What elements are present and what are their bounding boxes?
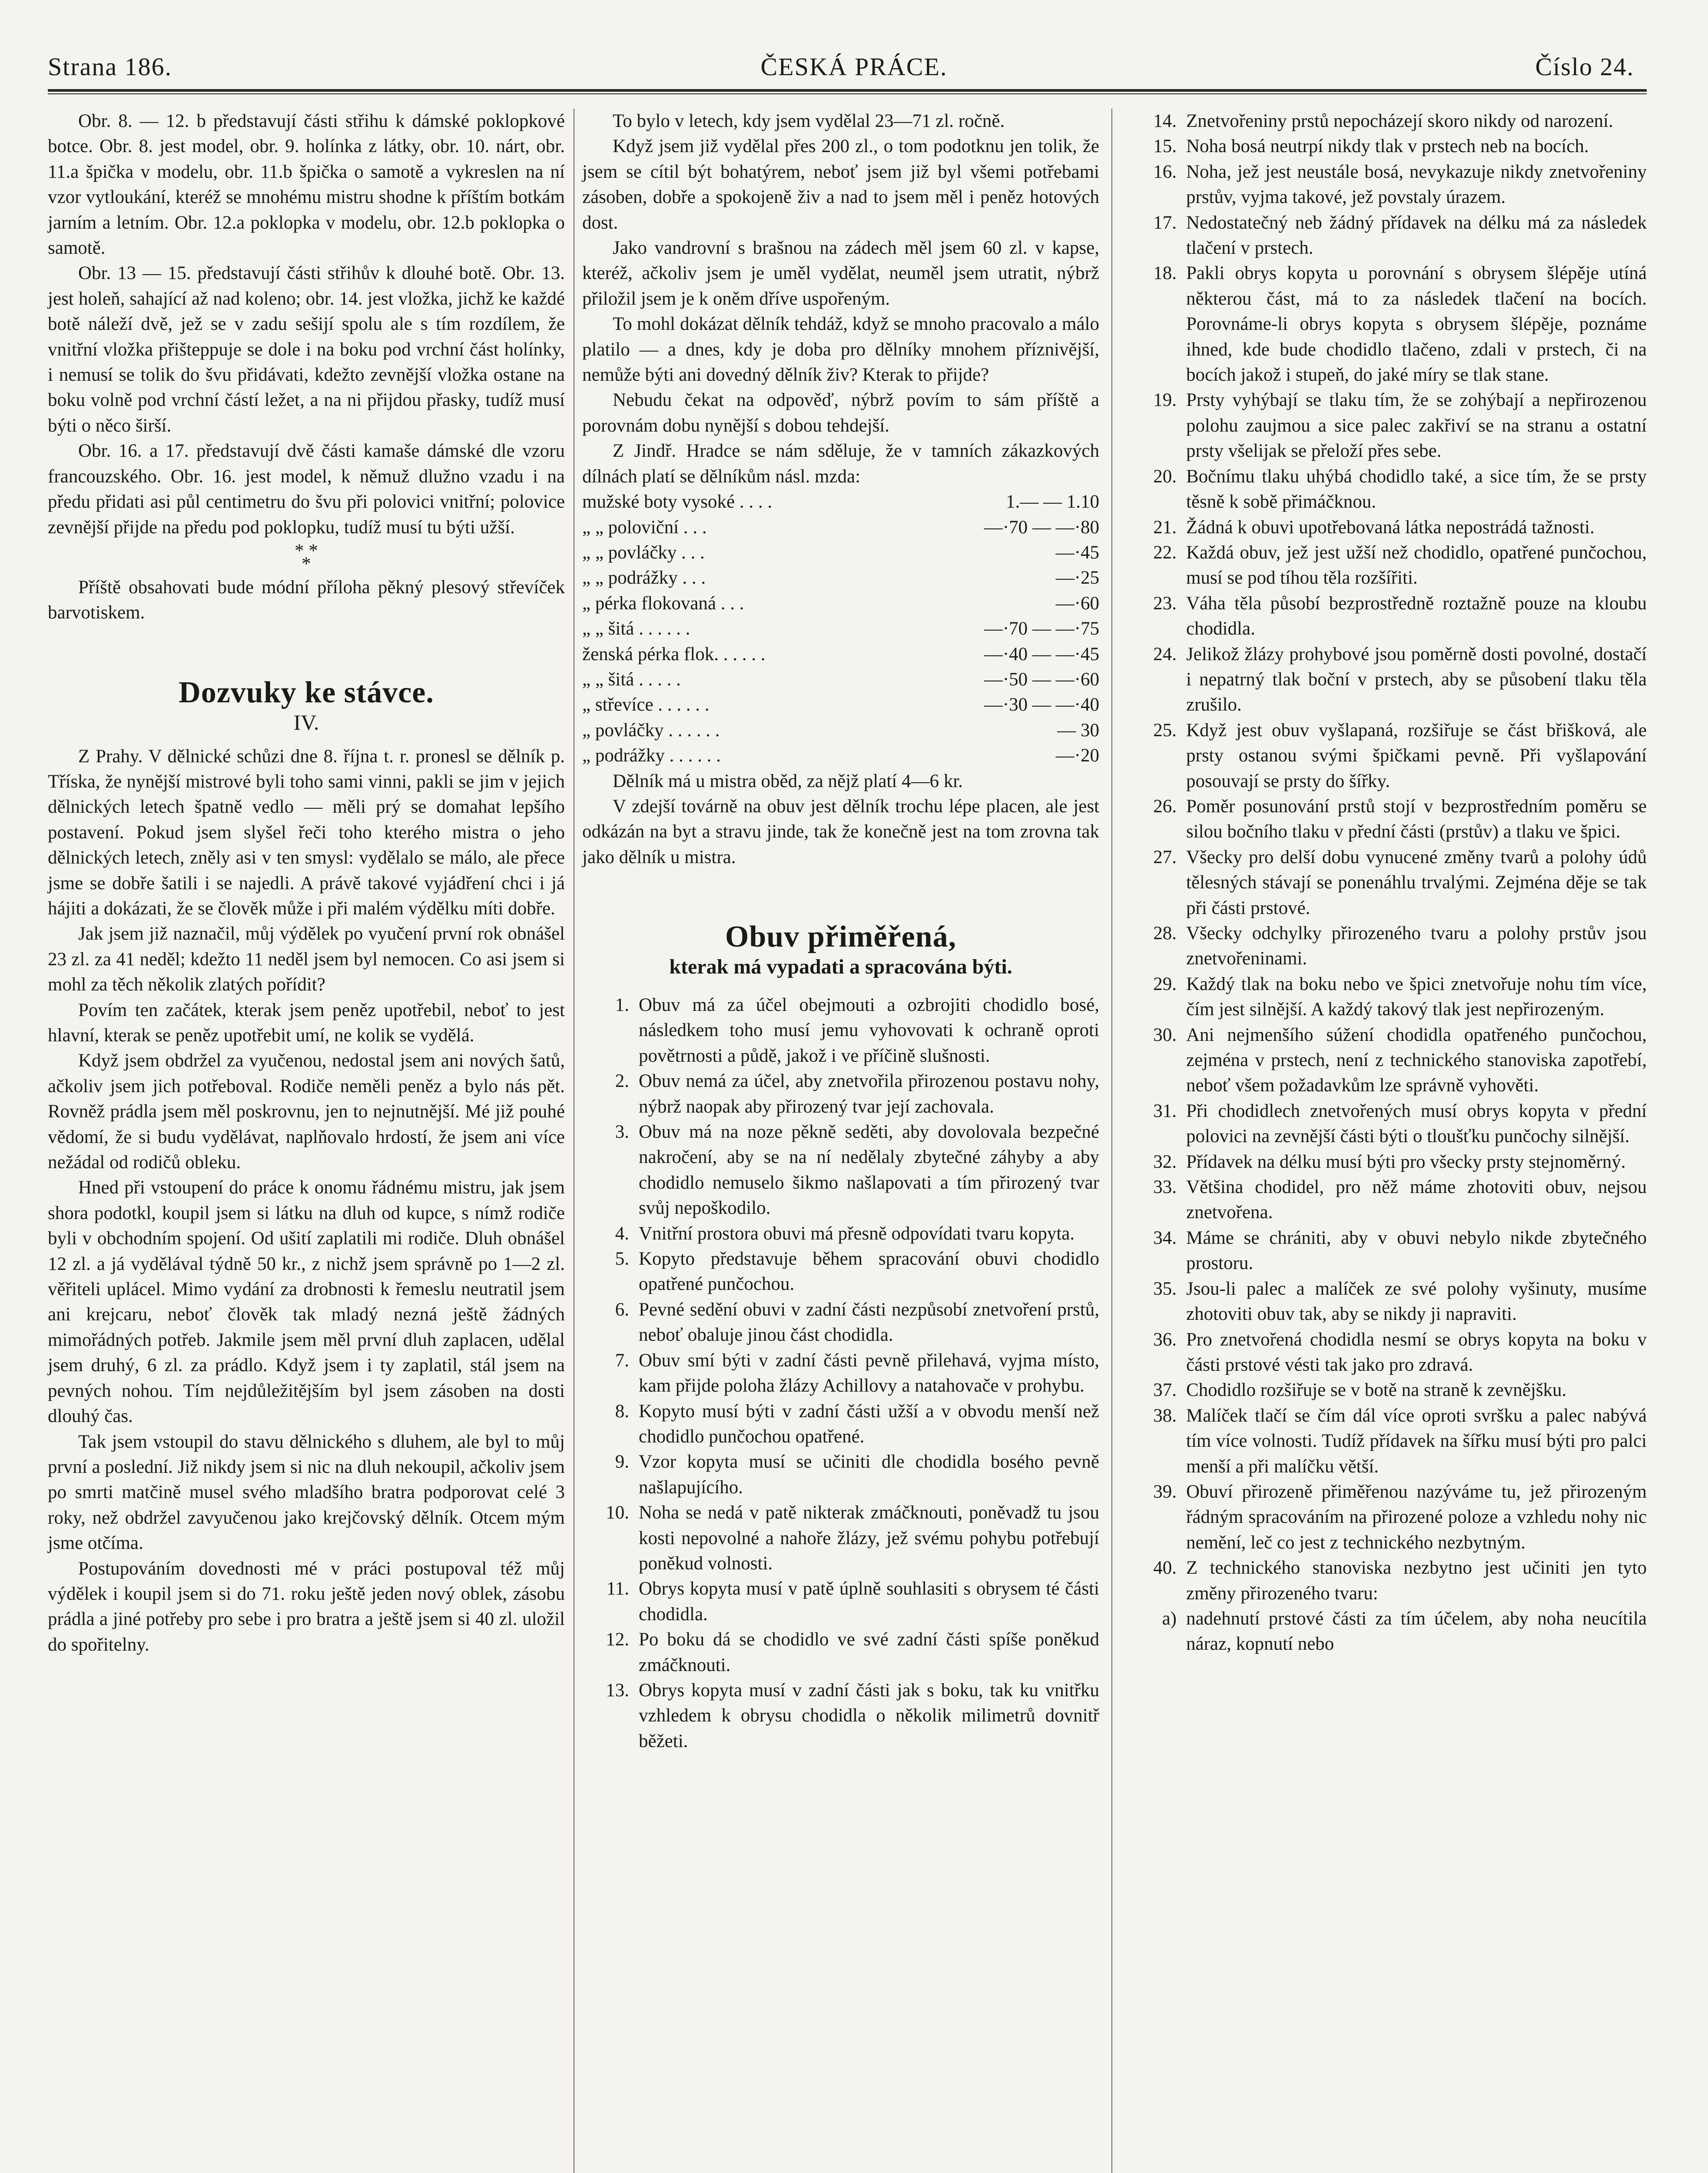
list-item: 36. Pro znetvořená chodidla nesmí se obrys kopyta na boku v části prstové vésti tak jako pro zdravá. [1153, 1329, 1647, 1375]
list-item: 21. Žádná k obuvi upotřebovaná látka nepostrádá tažnosti. [1153, 517, 1595, 538]
page-header [0, 0, 1708, 96]
list-item: 18. Pakli obrys kopyta u porovnání s obrysem šlépěje utíná některou část, má to za následek tlačení na bocích. Porovnáme-li obrys kopyta s obrysem šlépěje, poznáme ihned, kde bude chodidlo tlačeno, zdali v prstech, či na bocích jakož i stupeň, do jaké míry se tlak stane. [1153, 263, 1647, 385]
issue-number: Číslo 24. [1535, 53, 1634, 81]
page-number: Strana 186. [48, 53, 172, 81]
list-item: 37. Chodidlo rozšiřuje se v botě na straně k zevnějšku. [1153, 1380, 1567, 1401]
journal-title: ČESKÁ PRÁCE. [760, 53, 948, 81]
list-item: 26. Poměr posunování prstů stojí v bezprostředním poměru se silou bočního tlaku v přední části (prstův) a tlaku ve špici. [1153, 796, 1647, 842]
paragraph: Tak jsem vstoupil do stavu dělnického s dluhem, ale byl to můj první a poslední. Již nikdy jsem si nic na dluh nekoupil, ačkoliv jsem po smrti matčině musel svého mladšího bratra podporovat celé 3 roky, než obdržel zavyučenou jako krejčovský dělník. Otcem mým jsme otčíma. [48, 1431, 565, 1554]
article-subtitle: kterak má vypadati a spracována býti. [669, 955, 1012, 978]
paragraph: To mohl dokázat dělník tehdáž, když se mnoho pracovalo a málo platilo — a dnes, kdy je doba pro dělníky mnohem příznivější, nemůže býti ani dovedný dělník živ? Kterak to přijde? [582, 314, 1099, 385]
list-item: 13. Obrys kopyta musí v zadní části jak s boku, tak ku vnitřku vzhledem k obrysu chodidla o několik milimetrů dovnitř běžeti. [606, 1680, 1099, 1751]
wage-row: „ „ šitá . . . . . . —·70 — —·75 [582, 618, 1099, 639]
paragraph: V zdejší továrně na obuv jest dělník trochu lépe placen, ale jest odkázán na byt a stravu jinde, tak že konečně jest na tom zrovna tak jako dělník u mistra. [582, 796, 1099, 867]
wage-row: „ povláčky . . . . . . — 30 [582, 720, 1099, 741]
list-item: 35. Jsou-li palec a malíček ze své polohy vyšinuty, musíme zhotoviti obuv tak, aby se nikdy ji napraviti. [1153, 1278, 1647, 1325]
list-item: 11. Obrys kopyta musí v patě úplně souhlasiti s obrysem té části chodidla. [606, 1578, 1099, 1625]
paragraph: Nebudu čekat na odpověď, nýbrž povím to sám příště a porovnám dobu nynější s dobou tehdejší. [582, 390, 1099, 436]
wage-table [582, 489, 1099, 768]
paragraph: To bylo v letech, kdy jsem vydělal 23—71 zl. ročně. [613, 111, 1005, 131]
list-item: 33. Většina chodidel, pro něž máme zhotoviti obuv, nejsou znetvořena. [1153, 1177, 1647, 1223]
column-3 [1121, 109, 1647, 1657]
paragraph: Hned při vstoupení do práce k onomu řádnému mistru, jak jsem shora podotkl, koupil jsem si látku na dluh od kupce, s nímž rodiče byli v obchodním spojení. Od ušití zaplatili mi rodiče. Dluh obnášel 12 zl. a já vydělával týdně 50 kr., z nichž jsem správně po 1—2 zl. věřiteli uplácel. Mimo vydání za drobnosti k řemeslu neutratil jsem ani krejcaru, neboť člověk tak mladý nezná ještě žádných mimořádných potřeb. Jakmile jsem měl první dluh zaplacen, udělal jsem druhý, 6 zl. za prádlo. Když jsem i ty zaplatil, stál jsem na pevných nohou. Tím nejdůležitějším byl jsem zásoben na dosti dlouhý čas. [48, 1177, 565, 1427]
wage-row: „ „ podrážky . . . —·25 [582, 568, 1099, 588]
list-item: 22. Každá obuv, jež jest užší než chodidlo, opatřené punčochou, musí se pod tíhou těla rozšířiti. [1153, 542, 1647, 588]
list-item: 28. Všecky odchylky přirozeného tvaru a polohy prstův jsou znetvořeninami. [1153, 923, 1647, 969]
paragraph: Povím ten začátek, kterak jsem peněz upotřebil, neboť to jest hlavní, kterak se peněz upotřebit umí, ne kolik se vydělá. [48, 1000, 565, 1046]
wage-row: „ střevíce . . . . . . —·30 — —·40 [582, 694, 1099, 715]
list-item: 27. Všecky pro delší dobu vynucené změny tvarů a polohy údů tělesných stávají se ponenáhlu trvalými. Zejména děje se tak při části prstové. [1153, 847, 1647, 918]
wage-row: „ „ šitá . . . . . —·50 — —·60 [582, 669, 1099, 690]
article-title: Dozvuky ke stávce. [179, 675, 434, 709]
list-item: a) nadehnutí prstové části za tím účelem, aby noha neucítila náraz, kopnutí nebo [1162, 1608, 1647, 1655]
article-part: IV. [293, 710, 319, 735]
article-title: Obuv přiměřená, [725, 920, 957, 954]
list-item: 39. Obuví přirozeně přiměřenou nazýváme tu, jež přirozeným řádným spracováním na přirozené poloze a vzhledu nohy nic nemění, leč co jest z technického nezbytným. [1153, 1481, 1647, 1553]
list-item: 9. Vzor kopyta musí se učiniti dle chodidla bosého pevně našlapujícího. [615, 1452, 1099, 1498]
paragraph: Jak jsem již naznačil, můj výdělek po vyučení první rok obnášel 23 zl. za 41 neděl; kdežto 11 neděl jsem byl nemocen. Co asi jsem si mohl za těch několik zlatých pořídit? [48, 924, 565, 995]
list-item: 34. Máme se chrániti, aby v obuvi nebylo nikde zbytečného prostoru. [1153, 1227, 1647, 1274]
header-rule-thin [48, 93, 1647, 94]
list-item: 7. Obuv smí býti v zadní části pevně přilehavá, vyjma místo, kam přijde poloha žlázy Achillovy a natahovače v prohybu. [615, 1350, 1099, 1396]
wage-row: „ „ povláčky . . . —·45 [582, 542, 1099, 563]
list-item: 12. Po boku dá se chodidlo ve své zadní části spíše poněkud zmáčknouti. [606, 1629, 1099, 1675]
list-item: 2. Obuv nemá za účel, aby znetvořila přirozenou postavu nohy, nýbrž naopak aby přirozený tvar její zachovala. [615, 1071, 1099, 1117]
column-1 [48, 109, 565, 1658]
paragraph: Když jsem obdržel za vyučenou, nedostal jsem ani nových šatů, ačkoliv jsem jich potřeboval. Rodiče neměli peněz a bylo nás pět. Rovněž prádla jsem měl poskrovnu, jen to nejnutnější. Mé již pouhé vědomí, že si budu vydělávat, naplňovalo hrdostí, že jsem ani více nežádal od rodičů obleku. [48, 1050, 565, 1173]
paragraph: Z Prahy. V dělnické schůzi dne 8. října t. r. pronesl se dělník p. Tříska, že nynější mistrové byli toho sami vinni, pakli se jim v jejich dělnických letech špatně vedlo — měli prý se domahat lepšího postavení. Pokud jsem slyšel řeči toho kterého mistra o jeho dělnických letech, zněly asi v ten smysl: vydělalo se málo, ale přece jsme se dobře šatili i se najedli. A právě takové vyjádření chci i já hájiti a dokázati, že se člověk může i při malém výdělku míti dobře. [48, 746, 565, 919]
paragraph: Postupováním dovednosti mé v práci postupoval též můj výdělek i koupil jsem si do 71. roku ještě jeden nový oblek, zásobu prádla a jiné potřeby pro sebe i pro bratra a ještě jsem si 40 zl. uložil do spořitelny. [48, 1558, 565, 1655]
paragraph: Dělník má u mistra oběd, za nějž platí 4—6 kr. [613, 771, 963, 791]
list-item: 5. Kopyto představuje během spracování obuvi chodidlo opatřené punčochou. [615, 1249, 1099, 1295]
paragraph: Když jsem již vydělal přes 200 zl., o tom podotknu jen tolik, že jsem se cítil být bohatýrem, neboť jsem již byl všemi potřebami zásoben, dobře a spokojeně živ a nad to jsem měl i peněz hotových dost. [582, 136, 1099, 233]
paragraph: Jako vandrovní s brašnou na zádech měl jsem 60 zl. v kapse, kteréž, ačkoliv jsem je uměl vydělat, neuměl jsem utratit, nýbrž přiložil jsem je k oněm dříve uspořeným. [582, 238, 1099, 309]
list-item: 6. Pevné sedění obuvi v zadní části nezpůsobí znetvoření prstů, neboť obaluje jinou část chodidla. [615, 1299, 1099, 1346]
wage-row: „ „ poloviční . . . —·70 — —·80 [582, 517, 1099, 538]
list-item: 20. Bočnímu tlaku uhýbá chodidlo také, a sice tím, že se prsty těsně k sobě přimáčknou. [1153, 466, 1647, 512]
wage-row: „ pérka flokovaná . . . —·60 [582, 593, 1099, 614]
list-item: 31. Při chodidlech znetvořených musí obrys kopyta v přední polovici na zevnější části býti o tloušťku punčochy silnější. [1153, 1100, 1647, 1147]
list-item: 23. Váha těla působí bezprostředně roztažně pouze na kloubu chodidla. [1153, 593, 1647, 639]
wage-row: ženská pérka flok. . . . . . —·40 — —·45 [582, 644, 1099, 665]
list-item: 16. Noha, jež jest neustále bosá, nevykazuje nikdy znetvořeniny prstův, vyjma takové, jež povstaly úrazem. [1153, 161, 1647, 208]
list-item: 29. Každý tlak na boku nebo ve špici znetvořuje nohu tím více, čím jest silnější. A každý takový tlak jest nepřirozeným. [1153, 974, 1647, 1020]
list-item: 38. Malíček tlačí se čím dál více oproti svršku a palec nabývá tím více volnosti. Tudíž přídavek na šířku musí býti pro palci menší a při malíčku větší. [1153, 1405, 1647, 1477]
list-item: 17. Nedostatečný neb žádný přídavek na délku má za následek tlačení v prstech. [1153, 212, 1647, 259]
list-item: 3. Obuv má na noze pěkně seděti, aby dovolovala bezpečné nakročení, aby se na ní nedělaly zbytečné záhyby a aby chodidlo nemuselo šikmo našlapovati a tím přirozený tvar svůj nepoškodilo. [615, 1122, 1099, 1219]
list-item: 30. Ani nejmenšího súžení chodidla opatřeného punčochou, zejména v prstech, není z technického stanoviska zapotřebí, neboť všem požadavkům lze správně vyhověti. [1153, 1024, 1647, 1096]
figure-caption: Obr. 8. — 12. b představují části střihu k dámské poklopkové botce. Obr. 8. jest model, obr. 9. holínka z látky, obr. 10. nárt, obr. 11.a špička v modelu, obr. 11.b špička o samotě a vykreslen na ní vzor vytloukání, kteréž se mnohému mistru shodne k příštím botkám jarním a letním. Obr. 12.a poklopka v modelu, obr. 12.b poklopka o samotě. [48, 111, 565, 259]
column-2 [582, 109, 1099, 1754]
list-item: 19. Prsty vyhýbají se tlaku tím, že se zohýbají a nepřirozenou polohu zaujmou a sice palec zakřiví se na stranu a ostatní prsty všelijak se přeloží přes sebe. [1153, 390, 1647, 462]
list-item: 10. Noha se nedá v patě nikterak zmáčknouti, poněvadž tu jsou kosti nepovolné a nahoře žlázy, jež svému pohybu potřebují poněkud volnosti. [606, 1502, 1099, 1574]
wage-row: mužské boty vysoké . . . . 1.— — 1.10 [582, 492, 1099, 512]
next-issue-note: Příště obsahovati bude módní příloha pěkný plesový střevíček barvotiskem. [48, 577, 565, 623]
wage-row: „ podrážky . . . . . . —·20 [582, 745, 1099, 766]
header-rule [48, 89, 1647, 92]
section-separator: * * * [295, 540, 318, 574]
column-divider [1111, 109, 1112, 2173]
figure-caption: Obr. 16. a 17. představují dvě části kamaše dámské dle vzoru francouzského. Obr. 16. jest model, k němuž dlužno vzadu i na předu přidati asi půl centimetru do švu při polovici vnitřní; polovice zevnější přijde na předu pod poklopku, tudíž musí tu býti užší. [48, 441, 565, 538]
list-item: 32. Přídavek na délku musí býti pro všecky prsty stejnoměrný. [1153, 1151, 1626, 1172]
list-item: 8. Kopyto musí býti v zadní části užší a v obvodu menší než chodidlo punčochou opatřené. [615, 1401, 1099, 1447]
paragraph: Z Jindř. Hradce se nám sděluje, že v tamních zákazkových dílnách platí se dělníkům násl. mzda: [582, 441, 1099, 487]
list-item: 14. Znetvořeniny prstů nepocházejí skoro nikdy od narození. [1153, 111, 1613, 131]
list-item: 40. Z technického stanoviska nezbytno jest učiniti jen tyto změny přirozeného tvaru: [1153, 1558, 1647, 1604]
list-item: 24. Jelikož žlázy prohybové jsou poměrně dosti povolné, dostačí i nepatrný tlak boční v prstech, aby se působení tlaku těla zrušilo. [1153, 644, 1647, 715]
list-item: 25. Když jest obuv vyšlapaná, rozšiřuje se část břišková, ale prsty ostanou svými špičkami pevně. Při vyšlapování posouvají se prsty do šířky. [1153, 720, 1647, 791]
list-item: 15. Noha bosá neutrpí nikdy tlak v prstech neb na bocích. [1153, 136, 1589, 157]
figure-caption: Obr. 13 — 15. představují části střihův k dlouhé botě. Obr. 13. jest holeň, sahající až nad koleno; obr. 14. jest vložka, jichž ke každé botě náleží dvě, jež se v zadu sešijí spolu ale s tím rozdílem, že vnitřní vložka přišteppuje se dole i na boku pod vrchní část holínky, i nemusí se tolik do švu přidávati, kdežto zevnější vložka ostane na boku volně pod vrchní částí ležet, a na ni přijdou přasky, tudíž musí býti o něco širší. [48, 263, 565, 436]
list-item: 1. Obuv má za účel obejmouti a ozbrojiti chodidlo bosé, následkem toho musí jemu vyhovovati k ochraně oproti povětrnosti a půdě, jakož i ve příčině slušnosti. [615, 995, 1099, 1066]
list-item: 4. Vnitřní prostora obuvi má přesně odpovídati tvaru kopyta. [615, 1223, 1075, 1244]
